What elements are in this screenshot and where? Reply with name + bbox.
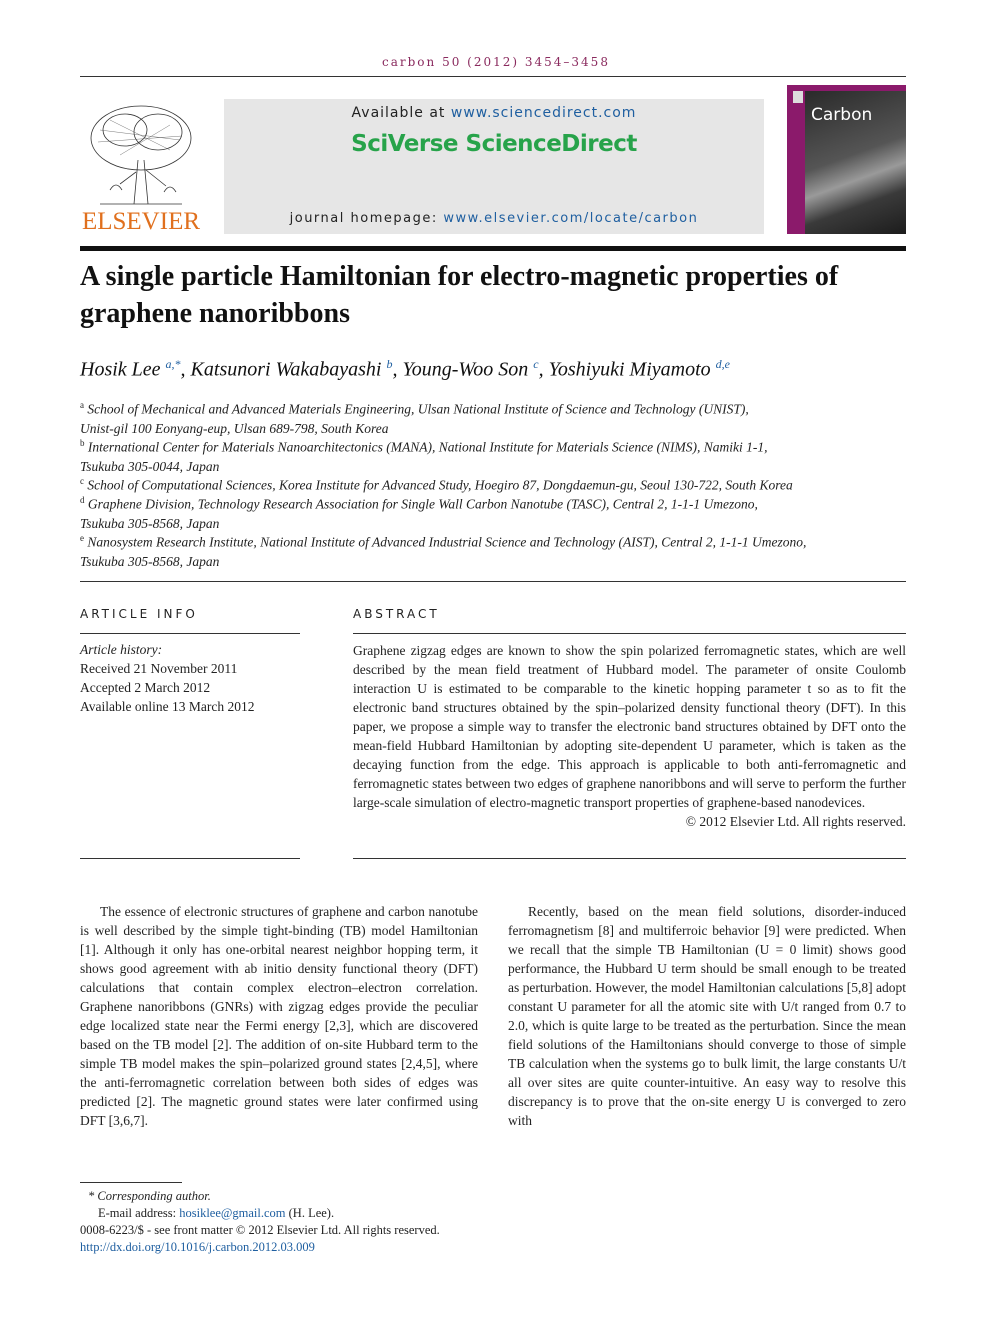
email-suffix: (H. Lee). — [285, 1206, 335, 1220]
cover-stamp — [793, 91, 803, 103]
footnote-rule — [80, 1182, 182, 1183]
accepted-date: Accepted 2 March 2012 — [80, 680, 211, 695]
email-line — [80, 1205, 580, 1222]
info-rule — [80, 633, 300, 634]
sciencedirect-link[interactable]: www.sciencedirect.com — [450, 105, 637, 121]
body-column-right — [508, 902, 906, 1130]
sciencedirect-banner — [224, 99, 764, 234]
author-name: Young-Woo Son — [402, 358, 529, 381]
article-info-heading: ARTICLE INFO — [80, 607, 198, 621]
affiliation-line: Tsukuba 305-8568, Japan — [80, 553, 220, 569]
elsevier-logo — [80, 100, 202, 236]
article-history — [80, 640, 300, 716]
abstract-heading: ABSTRACT — [353, 607, 440, 621]
info-rule-bottom — [80, 858, 300, 859]
available-at — [224, 105, 764, 121]
footnote — [80, 1188, 580, 1256]
abstract-text: Graphene zigzag edges are known to show the spin polarized ferromagnetic states, which are well described by the mean field treatment of Hubbard model. The parameter of onsite Coulomb interaction U is estimated to be comparable to the kinetic hopping parameter t so as to fit the electronic band structures obtained by the spin–polarized density functional theory (DFT). In this paper, we propose a simple way to transfer the electronic band structures obtained by DFT onto the mean-field Hubbard Hamiltonian by adopting site-dependent U parameter, which is taken as the decaying function from the edge. This approach is applicable to both anti-ferromagnetic and ferromagnetic states between two edges of graphene nanoribbons and will serve to perform the further large-scale simulation of electro-magnetic transport properties of graphene-based nanodevices. — [353, 643, 906, 810]
affiliation-line: Unist-gil 100 Eonyang-eup, Ulsan 689-798, South Korea — [80, 420, 389, 436]
affiliation — [80, 396, 910, 438]
abstract — [353, 641, 906, 831]
body-column-left — [80, 902, 478, 1130]
doi-link[interactable]: http://dx.doi.org/10.1016/j.carbon.2012.03.009 — [80, 1240, 315, 1254]
received-date: Received 21 November 2011 — [80, 661, 238, 676]
author-sup[interactable]: d,e — [715, 357, 730, 371]
affiliation-sup: d — [80, 495, 85, 505]
affiliation-line: Tsukuba 305-0044, Japan — [80, 458, 220, 474]
available-prefix: Available at — [351, 105, 451, 121]
affiliation-line: Graphene Division, Technology Research Association for Single Wall Carbon Nanotube (TASC), Central 2, 1-1-1 Umezono, — [87, 496, 758, 512]
affiliation-line: International Center for Materials Nanoarchitectonics (MANA), National Institute for Materials Science (NIMS), Namiki 1-1, — [87, 439, 768, 455]
affiliation-sup: b — [80, 438, 85, 448]
homepage-prefix: journal homepage: — [289, 211, 444, 226]
header-rule — [80, 76, 906, 77]
author-name: Katsunori Wakabayashi — [190, 358, 382, 381]
email-label: E-mail address: — [98, 1206, 180, 1220]
journal-cover — [787, 85, 906, 234]
affiliation-line: School of Computational Sciences, Korea Institute for Advanced Study, Hoegiro 87, Dongdaemun-gu, Seoul 130-722, South Korea — [87, 477, 793, 493]
affiliation — [80, 491, 910, 533]
homepage-link[interactable]: www.elsevier.com/locate/carbon — [443, 211, 699, 226]
section-rule — [80, 581, 906, 582]
history-label: Article history: — [80, 642, 163, 657]
abstract-rule — [353, 633, 906, 634]
abstract-rule-bottom — [353, 858, 906, 859]
author-list: Hosik Lee $^{a,*}$, Katsunori Wakabayashi $^b$, Young-Woo Son $^c$, Yoshiyuki Miyamoto $^{d,e}$ — [80, 357, 730, 381]
affiliation-sup: e — [80, 533, 84, 543]
sciverse-brand: SciVerse ScienceDirect — [351, 131, 637, 157]
corresponding-author: * Corresponding author. — [88, 1189, 211, 1203]
abstract-copyright: © 2012 Elsevier Ltd. All rights reserved. — [685, 814, 906, 829]
publisher-name: ELSEVIER — [81, 208, 201, 235]
affiliation-line: School of Mechanical and Advanced Materials Engineering, Ulsan National Institute of Science and Technology (UNIST), — [87, 401, 749, 417]
author-name: Yoshiyuki Miyamoto — [548, 358, 711, 381]
affiliation — [80, 529, 910, 571]
cover-image — [805, 91, 906, 234]
affiliation — [80, 434, 910, 476]
affiliation-sup: c — [80, 476, 84, 486]
article-title: A single particle Hamiltonian for electro-magnetic properties of graphene nanoribbons — [80, 261, 839, 329]
journal-homepage — [224, 211, 764, 226]
affiliation-line: Tsukuba 305-8568, Japan — [80, 515, 220, 531]
email-link[interactable]: hosiklee@gmail.com — [179, 1206, 286, 1220]
online-date: Available online 13 March 2012 — [80, 699, 255, 714]
title-rule — [80, 246, 906, 251]
author-sup[interactable]: b — [386, 357, 393, 371]
body-paragraph: Recently, based on the mean field solutions, disorder-induced ferromagnetism [8] and multiferroic behavior [9] were predicted. When we recall that the simple TB Hamiltonian (U = 0 limit) shows good performance, the Hubbard U term should be small enough to be treated as perturbation. However, the model Hamiltonian calculations [5,8] adopt constant U parameter for all the atomic site with U/t ranged from 0.7 to 2.0, which is quite large to be treated as the perturbation. Since the mean field solutions of the Hamiltonians should converge to those of simple TB calculation when the systems go to bulk limit, the large constants U/t all over sites are quite counter-intuitive. An easy way to resolve this discrepancy is to prove that the on-site energy U is converged to zero with — [508, 904, 906, 1128]
issn-line: 0008-6223/$ - see front matter © 2012 Elsevier Ltd. All rights reserved. — [80, 1223, 440, 1237]
affiliation-sup: a — [80, 400, 84, 410]
elsevier-tree-icon — [80, 100, 202, 210]
body-paragraph: The essence of electronic structures of graphene and carbon nanotube is well described by the simple tight-binding (TB) model Hamiltonian [1]. Although it only has one-orbital nearest neighbor hopping term, it shows good agreement with ab initio density functional theory (DFT) calculations that contain complex electron–electron correlation. Graphene nanoribbons (GNRs) with zigzag edges provide the peculiar edge localized state near the Fermi energy [2,3], which are discovered based on the TB model [2]. The addition of on-site Hubbard term to the simple TB model makes the spin–polarized ground states [2,4,5], where the anti-ferromagnetic correlation between both sides of edges was predicted [2]. The magnetic ground states were later confirmed using DFT [3,6,7]. — [80, 904, 478, 1128]
author-sup[interactable]: c — [533, 357, 539, 371]
journal-reference: carbon 50 (2012) 3454–3458 — [382, 55, 610, 69]
author-name: Hosik Lee — [80, 358, 161, 381]
author-sup[interactable]: a,* — [165, 357, 181, 371]
affiliation-line: Nanosystem Research Institute, National Institute of Advanced Industrial Science and Technology (AIST), Central 2, 1-1-1 Umezono, — [87, 534, 807, 550]
cover-title: Carbon — [811, 105, 873, 125]
